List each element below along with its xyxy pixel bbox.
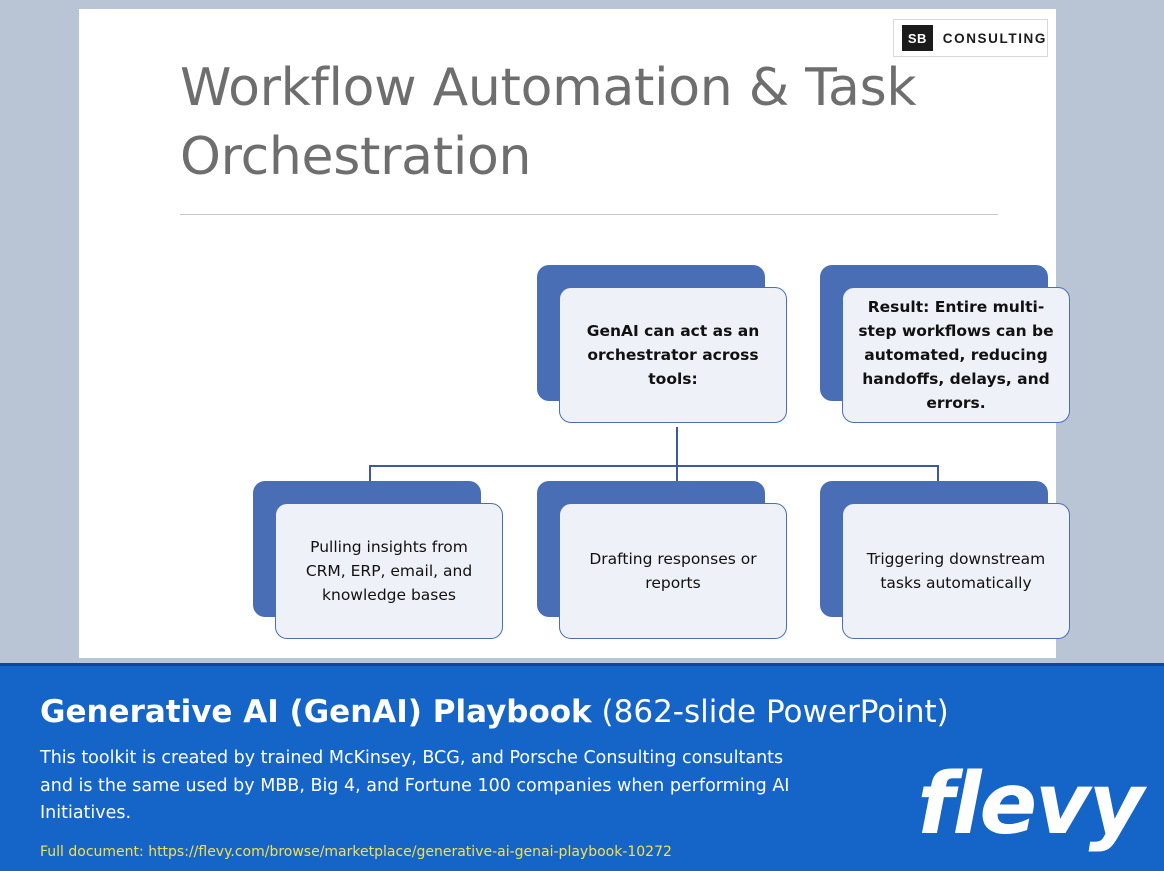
node-card (275, 503, 503, 639)
node-triggering-tasks[interactable] (820, 481, 1070, 639)
node-label: GenAI can act as an orchestrator across tools: (586, 321, 760, 388)
node-label: Pulling insights from CRM, ERP, email, and knowledge bases (305, 537, 473, 604)
node-label: Drafting responses or reports (589, 549, 757, 592)
node-card (559, 287, 787, 423)
node-label: Result: Entire multi-step workflows can be automated, reducing handoffs, delays, and errors. (858, 297, 1054, 413)
promo-title-light: (862-slide PowerPoint) (591, 694, 949, 730)
connector-vertical-from-top (676, 427, 678, 465)
page-title: Workflow Automation & Task Orchestration (180, 58, 917, 187)
node-card (559, 503, 787, 639)
logo-mark-icon: SB (902, 25, 933, 51)
connector-horizontal-bus (369, 465, 939, 467)
promo-description: This toolkit is created by trained McKinsey, BCG, and Porsche Consulting consultants and is the same used by MBB, Big 4, and Fortune 100 companies when performing AI Initiatives. (40, 748, 790, 824)
workflow-diagram (79, 9, 1056, 658)
promo-title-bold: Generative AI (GenAI) Playbook (40, 694, 592, 730)
logo-text: CONSULTING (942, 30, 1047, 46)
slide-canvas (79, 9, 1056, 658)
node-result[interactable] (820, 265, 1070, 423)
promo-title (40, 694, 949, 730)
full-document-link[interactable]: Full document: https://flevy.com/browse/marketplace/generative-ai-genai-playbook-10272 (40, 844, 672, 860)
node-label: Triggering downstream tasks automatically (866, 549, 1046, 592)
node-card (842, 287, 1070, 423)
flevy-logo: flevy (917, 755, 1142, 854)
node-card (842, 503, 1070, 639)
node-orchestrator[interactable] (537, 265, 787, 423)
node-drafting-responses[interactable] (537, 481, 787, 639)
node-pulling-insights[interactable] (253, 481, 503, 639)
promo-banner (0, 663, 1164, 871)
